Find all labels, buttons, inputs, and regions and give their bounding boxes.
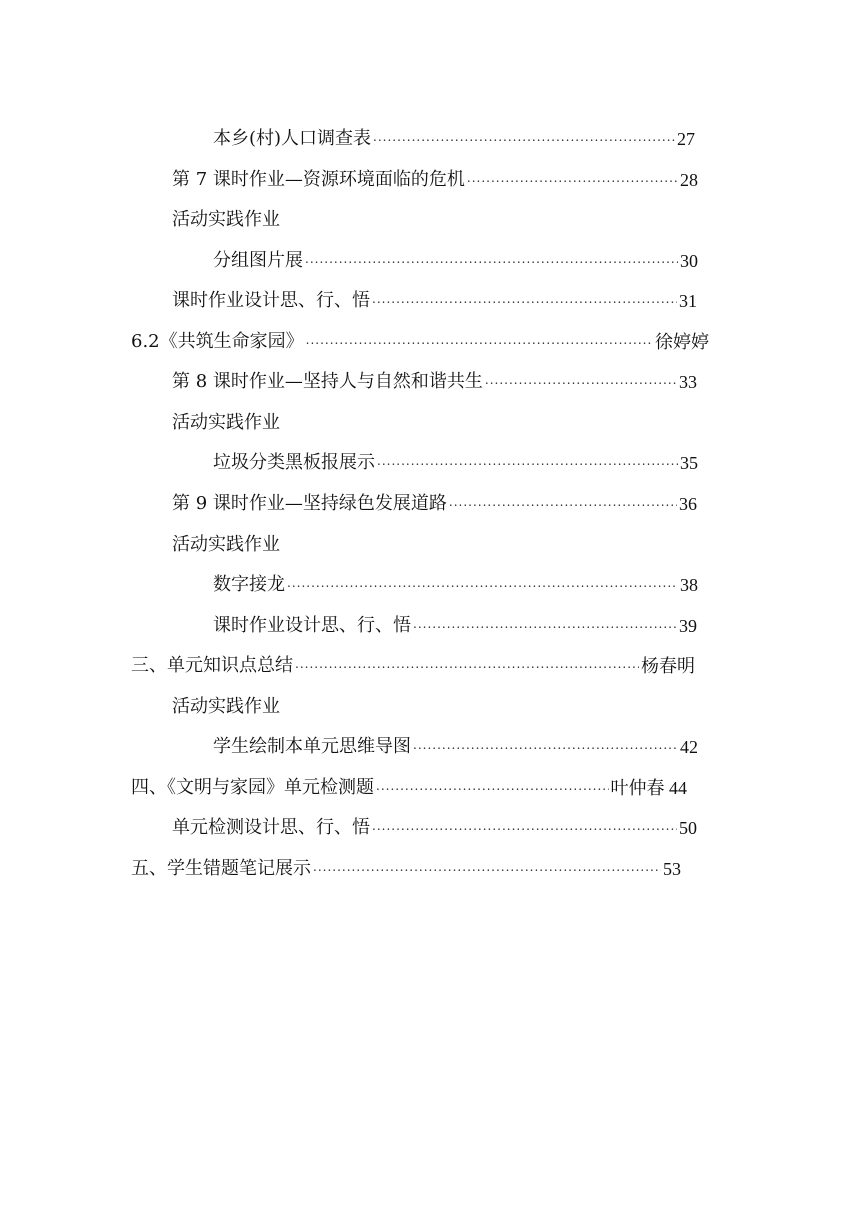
- toc-entry-title: 三、单元知识点总结: [131, 655, 293, 676]
- toc-entry[interactable]: [172, 167, 698, 191]
- toc-entry[interactable]: [172, 207, 372, 231]
- toc-entry-page: 35: [680, 453, 698, 473]
- toc-entry-title: 活动实践作业: [172, 696, 280, 717]
- toc-entry[interactable]: [213, 572, 698, 596]
- toc-entry[interactable]: [172, 491, 697, 515]
- toc-entry-title: 第 8 课时作业—坚持人与自然和谐共生: [172, 371, 483, 392]
- toc-entry-page: 50: [679, 818, 697, 838]
- dot-leader: [305, 250, 678, 272]
- toc-entry[interactable]: [131, 329, 709, 353]
- toc-entry[interactable]: [213, 734, 698, 758]
- toc-entry-page: 28: [680, 170, 698, 190]
- toc-entry-page: 杨春明: [641, 656, 695, 676]
- toc-entry[interactable]: [172, 815, 697, 839]
- dot-leader: [295, 655, 639, 677]
- toc-entry-page: 27: [677, 129, 695, 149]
- toc-entry-page: 叶仲春 44: [610, 778, 687, 798]
- toc-entry[interactable]: [172, 369, 697, 393]
- toc-entry[interactable]: [213, 248, 698, 272]
- toc-entry-page: 36: [679, 494, 697, 514]
- toc-entry-page: 31: [679, 291, 697, 311]
- dot-leader: [372, 290, 677, 312]
- toc-entry[interactable]: [172, 288, 697, 312]
- toc-entry-page: 53: [663, 859, 681, 879]
- dot-leader: [287, 574, 678, 596]
- dot-leader: [306, 331, 653, 353]
- toc-entry-page: 30: [680, 251, 698, 271]
- toc-entry-title: 课时作业设计思、行、悟: [213, 615, 411, 636]
- toc-entry-title: 6.2《共筑生命家园》: [131, 331, 304, 352]
- dot-leader: [449, 493, 677, 515]
- toc-entry[interactable]: [131, 653, 695, 677]
- toc-entry[interactable]: [213, 450, 698, 474]
- toc-entry[interactable]: [131, 856, 681, 880]
- toc-entry-title: 分组图片展: [213, 250, 303, 271]
- toc-entry-title: 活动实践作业: [172, 412, 280, 433]
- toc-entry-title: 学生绘制本单元思维导图: [213, 736, 411, 757]
- toc-entry[interactable]: [131, 775, 687, 799]
- dot-leader: [313, 858, 661, 880]
- dot-leader: [485, 371, 677, 393]
- toc-entry[interactable]: [172, 410, 372, 434]
- toc-entry[interactable]: [213, 613, 697, 637]
- toc-entry-title: 四、《文明与家园》单元检测题: [131, 777, 374, 798]
- toc-entry-title: 活动实践作业: [172, 209, 280, 230]
- toc-entry[interactable]: [172, 532, 372, 556]
- dot-leader: [376, 777, 609, 799]
- toc-entry-page: 徐婷婷: [655, 332, 709, 352]
- toc-entry-page: 42: [680, 737, 698, 757]
- toc-entry-page: 39: [679, 616, 697, 636]
- toc-entry[interactable]: [172, 694, 372, 718]
- toc-entry-title: 第 9 课时作业—坚持绿色发展道路: [172, 493, 447, 514]
- dot-leader: [413, 615, 677, 637]
- toc-entry-title: 本乡(村)人口调查表: [213, 128, 372, 149]
- toc-entry-title: 五、学生错题笔记展示: [131, 858, 311, 879]
- toc-entry-title: 垃圾分类黑板报展示: [213, 452, 375, 473]
- dot-leader: [372, 817, 677, 839]
- toc-entry-title: 第 7 课时作业—资源环境面临的危机: [172, 169, 465, 190]
- toc-entry-title: 课时作业设计思、行、悟: [172, 290, 370, 311]
- dot-leader: [467, 169, 678, 191]
- toc-entry-page: 38: [680, 575, 698, 595]
- toc-entry-title: 单元检测设计思、行、悟: [172, 817, 370, 838]
- toc-entry-page: 33: [679, 372, 697, 392]
- toc-entry[interactable]: [213, 126, 695, 150]
- dot-leader: [413, 736, 678, 758]
- toc-entry-title: 数字接龙: [213, 574, 285, 595]
- dot-leader: [377, 452, 678, 474]
- dot-leader: [373, 128, 675, 150]
- toc-entry-title: 活动实践作业: [172, 534, 280, 555]
